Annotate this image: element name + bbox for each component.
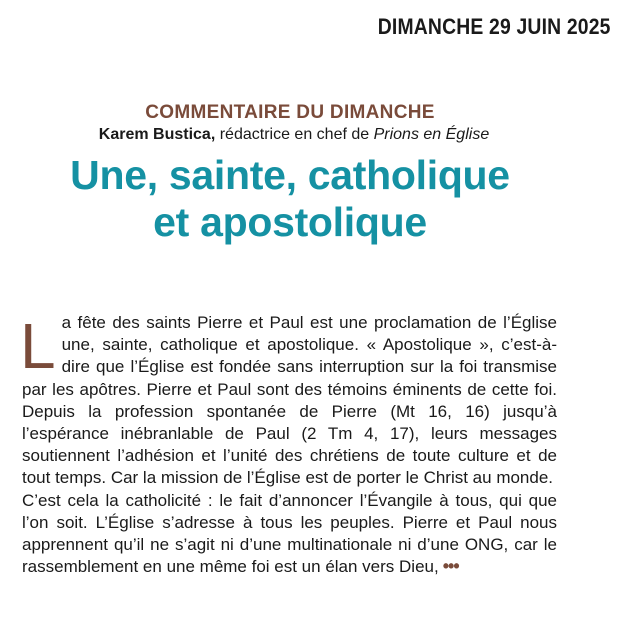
article-body xyxy=(22,312,557,578)
paragraph-1-text: a fête des saints Pierre et Paul est une proclamation de l’Église une, sainte, catholique et apostolique. « Apostolique », c’est-à-dire que l’Église est fondée sans interruption sur la foi transmise par les apôtres. Pierre et Paul sont des témoins éminents de cette foi. Depuis la profession spontanée de Pierre (Mt 16, 16) jusqu’à l’espérance inébranlable de Paul (2 Tm 4, 17), leurs messages soutiennent l’adhésion et l’unité des chrétiens de toute culture et de tout temps. Car la mission de l’Église est de porter le Christ au monde. xyxy=(22,313,557,488)
drop-cap: L xyxy=(20,310,56,382)
article-headline xyxy=(0,152,580,246)
section-kicker: COMMENTAIRE DU DIMANCHE xyxy=(145,102,435,123)
ellipsis-icon[interactable]: ••• xyxy=(442,556,459,577)
article-paragraph-1 xyxy=(22,312,557,490)
byline-publication: Prions en Église xyxy=(373,126,490,143)
page-date: DIMANCHE 29 JUIN 2025 xyxy=(378,14,611,39)
headline-line-1: Une, sainte, catholique xyxy=(70,152,510,198)
paragraph-2-text: C’est cela la catholicité : le fait d’annoncer l’Évangile à tous, qui que l’on soit. L’Église s’adresse à tous les peuples. Pierre et Paul nous apprennent qu’il ne s’agit ni d’une multinationale ni d’une ONG, car le rassemblement en une même foi est un élan vers Dieu, xyxy=(22,490,557,577)
byline-author: Karem Bustica, xyxy=(98,126,216,143)
byline xyxy=(0,125,580,145)
article-header xyxy=(0,102,580,145)
headline-line-2: et apostolique xyxy=(153,199,427,245)
article-paragraph-2 xyxy=(22,490,557,579)
byline-role: rédactrice en chef de xyxy=(215,126,374,143)
